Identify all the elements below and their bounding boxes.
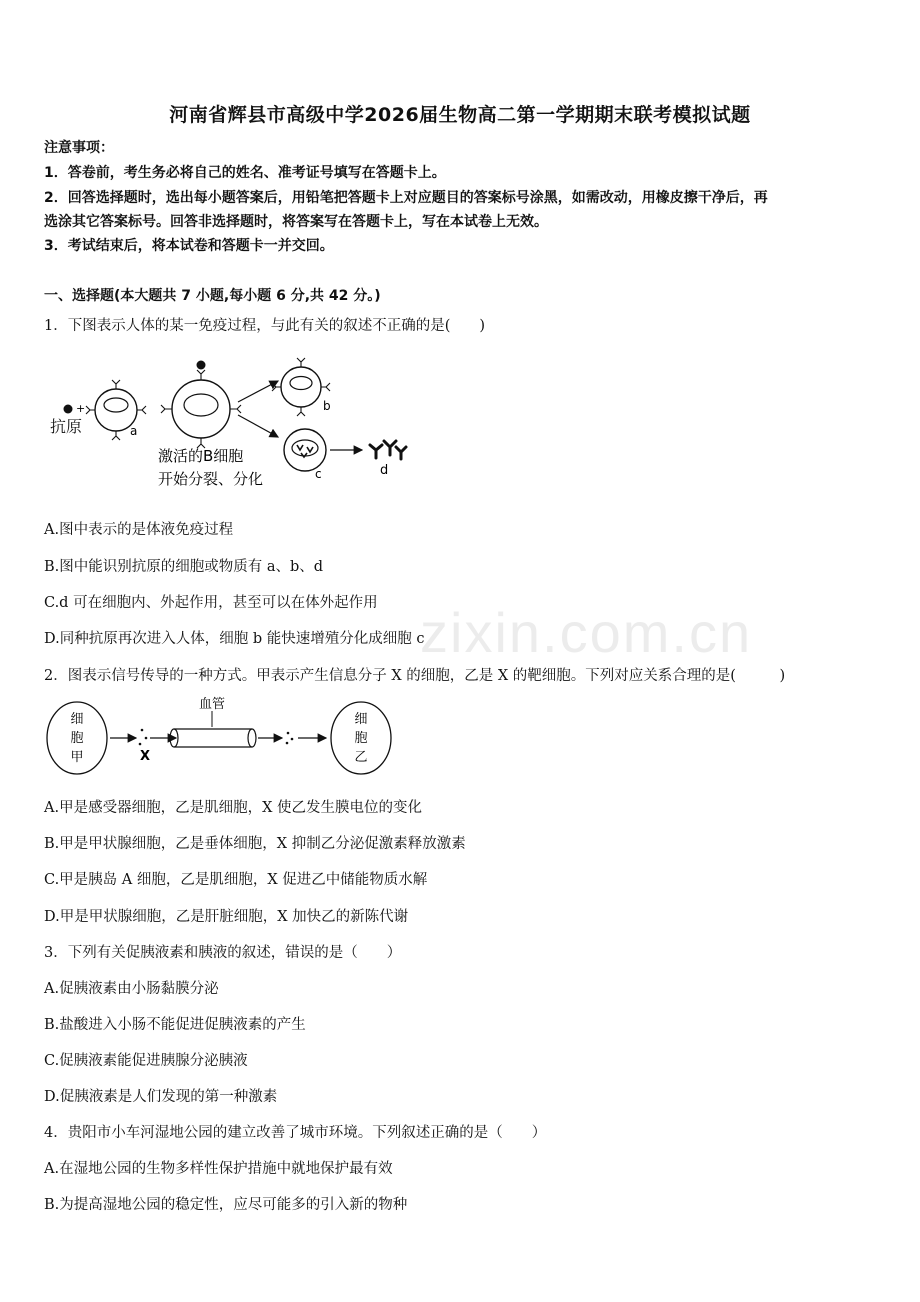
antigen-plus: +: [76, 402, 86, 415]
notice-item: 选涂其它答案标号。回答非选择题时，将答案写在答题卡上，写在本试卷上无效。: [44, 214, 548, 230]
question-stem: 1．下图表示人体的某一免疫过程，与此有关的叙述不正确的是( ): [44, 318, 486, 334]
option-d: D.甲是甲状腺细胞，乙是肝脏细胞，X 加快乙的新陈代谢: [44, 909, 409, 925]
notice-item: 2．回答选择题时，选出每小题答案后，用铅笔把答题卡上对应题目的答案标号涂黑，如需改动，用橡皮擦干净后，再: [44, 190, 768, 206]
cell-yi-char: 胞: [354, 731, 368, 746]
option-a: A.甲是感受器细胞，乙是肌细胞，X 使乙发生膜电位的变化: [44, 800, 423, 816]
blood-vessel: [170, 729, 256, 747]
notice-heading: 注意事项：: [44, 140, 114, 156]
page-title: 河南省辉县市高级中学2026届生物高二第一学期期末联考模拟试题: [169, 104, 751, 126]
cell-jia-char: 细: [70, 712, 84, 727]
antibody-d-label: d: [380, 463, 389, 478]
option-a: A.促胰液素由小肠黏膜分泌: [44, 981, 219, 997]
signal-transduction-figure: [44, 693, 404, 778]
signal-x-label: X: [140, 749, 151, 764]
antibody-d: [370, 441, 406, 459]
immune-process-figure: [44, 355, 424, 495]
option-b: B.为提高湿地公园的稳定性，应尽可能多的引入新的物种: [44, 1197, 408, 1213]
cell-a-label: a: [130, 424, 138, 438]
watermark: zixin.com.cn: [420, 601, 753, 664]
vessel-label: 血管: [199, 697, 226, 712]
arrow-to-c: [238, 415, 278, 437]
notice-item: 1．答卷前，考生务必将自己的姓名、准考证号填写在答题卡上。: [44, 165, 446, 181]
signal-molecules: [139, 729, 148, 746]
signal-molecules: [286, 732, 294, 745]
question-stem: 2．图表示信号传导的一种方式。甲表示产生信息分子 X 的细胞，乙是 X 的靶细胞。下列对应关系合理的是( ): [44, 668, 786, 684]
option-d: D.同种抗原再次进入人体，细胞 b 能快速增殖分化成细胞 c: [44, 631, 425, 647]
cell-yi-char: 乙: [354, 750, 368, 765]
option-a: A.在湿地公园的生物多样性保护措施中就地保护最有效: [44, 1161, 393, 1177]
cell-jia-char: 胞: [70, 731, 84, 746]
question-stem: 4．贵阳市小车河湿地公园的建立改善了城市环境。下列叙述正确的是（ ）: [44, 1125, 547, 1141]
cell-c-label: c: [315, 467, 322, 481]
section-heading: 一、选择题(本大题共 7 小题,每小题 6 分,共 42 分。): [44, 288, 381, 304]
arrow-to-b: [238, 381, 278, 402]
option-a: A.图中表示的是体液免疫过程: [44, 522, 234, 538]
option-b: B.盐酸进入小肠不能促进促胰液素的产生: [44, 1017, 306, 1033]
cell-b: [272, 358, 330, 416]
option-c: C.甲是胰岛 A 细胞，乙是肌细胞，X 促进乙中储能物质水解: [44, 872, 428, 888]
option-c: C.促胰液素能促进胰腺分泌胰液: [44, 1053, 248, 1069]
option-b: B.甲是甲状腺细胞，乙是垂体细胞，X 抑制乙分泌促激素释放激素: [44, 836, 466, 852]
figure-caption-line1: 激活的B细胞: [158, 447, 244, 465]
option-c: C.d 可在细胞内、外起作用，甚至可以在体外起作用: [44, 595, 378, 611]
cell-yi-char: 细: [354, 712, 368, 727]
option-d: D.促胰液素是人们发现的第一种激素: [44, 1089, 278, 1105]
activated-b-cell: [161, 361, 241, 449]
antigen-dot: [64, 405, 73, 414]
figure-caption-line2: 开始分裂、分化: [158, 470, 264, 488]
notice-item: 3．考试结束后，将本试卷和答题卡一并交回。: [44, 238, 334, 254]
antigen-label: 抗原: [50, 417, 83, 436]
cell-c: [284, 429, 326, 471]
cell-jia-char: 甲: [70, 750, 84, 765]
cell-b-label: b: [323, 399, 331, 413]
question-stem: 3．下列有关促胰液素和胰液的叙述，错误的是（ ）: [44, 945, 402, 961]
option-b: B.图中能识别抗原的细胞或物质有 a、b、d: [44, 559, 324, 575]
